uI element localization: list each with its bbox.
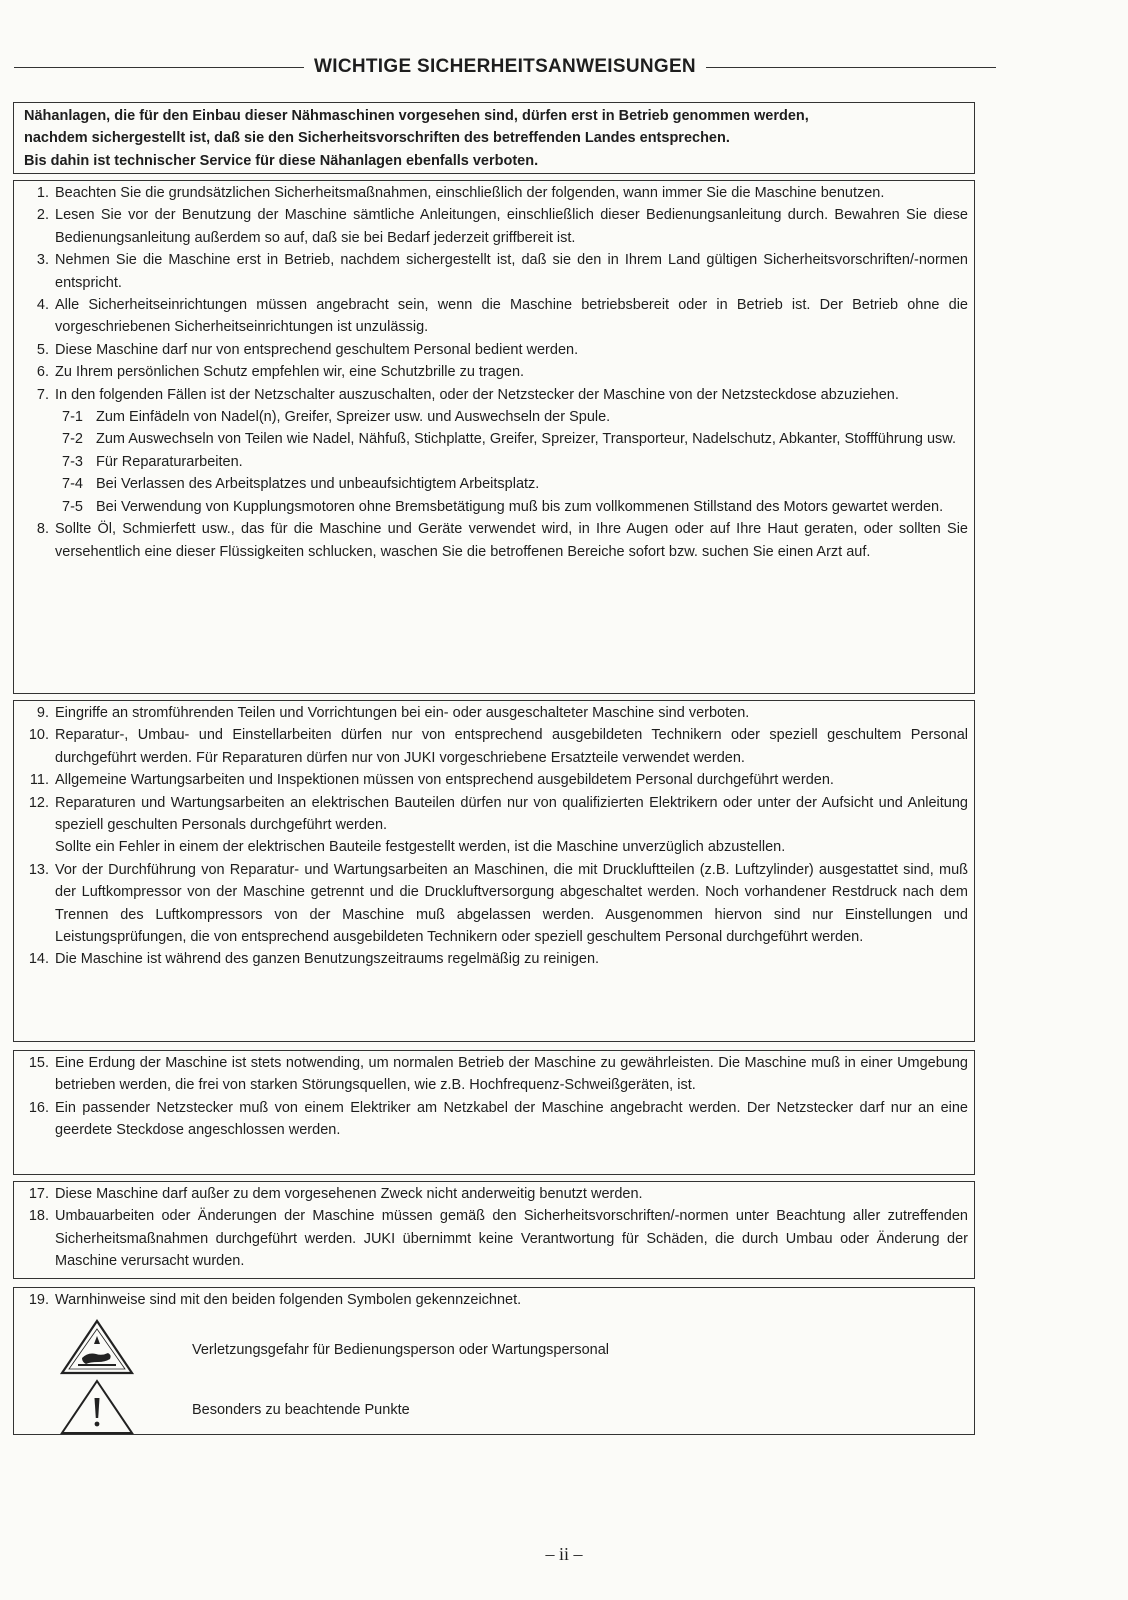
list-item [24,1097,968,1142]
sub-item-text: Zum Einfädeln von Nadel(n), Greifer, Spreizer usw. und Auswechseln der Spule. [96,409,611,426]
item-text: Reparaturen und Wartungsarbeiten an elektrischen Bauteilen dürfen nur von qualifizierten Elektrikern oder unter der Aufsicht und Anleitung speziell geschulten Personals durchgeführt werden. [55,794,968,834]
item-number: 5. [36,341,49,358]
list-item [24,769,968,791]
item-text: Diese Maschine darf außer zu dem vorgesehenen Zweck nicht anderweitig benutzt werden. [55,1186,643,1202]
sub-item-number: 7-5 [62,498,83,515]
warning-symbol-row [58,1318,609,1381]
list-item [24,859,968,949]
list-item [24,182,968,204]
section-usage [13,1181,975,1279]
item-text: In den folgenden Fällen ist der Netzschalter auszuschalten, oder der Netzstecker der Maschine von der Netzsteckdose abzuziehen. [55,386,899,403]
title-rule-right [706,67,996,68]
page-number: – ii – [545,1544,583,1564]
list-item [24,361,968,383]
item-number: 2. [36,207,49,224]
sub-item-text: Bei Verwendung von Kupplungsmotoren ohne Bremsbetätigung muß bis zum vollkommenen Stillstand des Motors gewartet werden. [96,498,944,515]
list-item [24,204,968,249]
sub-item-number: 7-1 [62,409,83,426]
item-text: Alle Sicherheitseinrichtungen müssen angebracht sein, wenn die Maschine betriebsbereit oder in Betrieb ist. Der Betrieb ohne die vorgeschriebenen Sicherheitseinrichtungen ist unzulässig. [55,297,968,336]
item-number: 18. [28,1208,49,1225]
item-number: 8. [36,521,49,538]
intro-line: Bis dahin ist technischer Service für diese Nähanlagen ebenfalls verboten. [24,152,539,169]
list-item [24,702,968,724]
sub-list-item [62,406,968,428]
item-number: 17. [28,1186,49,1202]
title-rule-left [14,67,304,68]
sub-item-text: Bei Verlassen des Arbeitsplatzes und unbeaufsichtigtem Arbeitsplatz. [96,476,540,493]
sub-item-text: Zum Auswechseln von Teilen wie Nadel, Nähfuß, Stichplatte, Greifer, Spreizer, Transporteur, Nadelschutz, Abkanter, Stoffführung usw. [96,431,956,448]
item-number: 13. [28,861,49,878]
item-number: 1. [36,185,49,201]
item-number: 9. [36,705,49,721]
sub-item-number: 7-4 [62,476,83,493]
intro-line: Nähanlagen, die für den Einbau dieser Nähmaschinen vorgesehen sind, dürfen erst in Betrieb genommen werden, [24,108,809,124]
item-number: 7. [36,386,49,403]
intro-line: nachdem sichergestellt ist, daß sie den Sicherheitsvorschriften des betreffenden Landes entsprechen. [24,130,730,147]
item-text: Diese Maschine darf nur von entsprechend geschultem Personal bedient werden. [55,341,579,358]
item-text: Reparatur-, Umbau- und Einstellarbeiten dürfen nur von entsprechend ausgebildeten Technikern oder speziell geschultem Personal durchgeführt werden. Für Reparaturen dürfen nur von JUKI vorgeschriebene Ersatzteile verwendet werden. [55,727,968,766]
intro-box [13,102,975,174]
item-text: Sollte Öl, Schmierfett usw., das für die Maschine und Geräte verwendet wird, in Ihre Augen oder auf Ihre Haut geraten, oder sollten Sie versehentlich eine dieser Flüssigkeiten schlucken, waschen Sie die betroffenen Bereiche sofort bzw. suchen Sie einen Arzt auf. [55,521,968,560]
item-number: 10. [28,727,49,744]
section-general-safety [13,180,975,694]
list-item [24,948,968,970]
list-item [24,294,968,339]
hand-injury-warning-icon [58,1318,136,1381]
list-item [24,518,968,563]
warning-symbol-label: Verletzungsgefahr für Bedienungsperson oder Wartungspersonal [192,1341,610,1358]
list-item [24,1205,968,1272]
list-item [24,249,968,294]
list-item [24,339,968,361]
item-text: Ein passender Netzstecker muß von einem Elektriker am Netzkabel der Maschine angebracht werden. Der Netzstecker darf nur an eine geerdete Steckdose angeschlossen werden. [55,1099,968,1139]
item-text: Allgemeine Wartungsarbeiten und Inspektionen müssen von entsprechend ausgebildetem Personal durchgeführt werden. [55,772,834,789]
item-text: Vor der Durchführung von Reparatur- und Wartungsarbeiten an Maschinen, die mit Druckluftteilen (z.B. Luftzylinder) ausgestattet sind, muß der Luftkompressor von der Maschine getrennt und die Druckluftversorgung abgeschaltet werden. Noch vorhandener Restdruck nach dem Trennen des Luftkompressors von der Maschine muß abgelassen werden. Ausgenommen hiervon sind nur Einstellungen und Leistungsprüfungen, die von entsprechend ausgebildeten Technikern oder speziell geschultem Personal durchgeführt werden. [55,861,968,946]
item-text: Eine Erdung der Maschine ist stets notwending, um normalen Betrieb der Maschine zu gewährleisten. Die Maschine muß in einer Umgebung betrieben werden, die frei von starken Störungsquellen, wie z.B. Hochfrequenz-Schweißgeräten, ist. [55,1055,968,1094]
item-text: Nehmen Sie die Maschine erst in Betrieb, nachdem sichergestellt ist, daß sie den in Ihrem Land gültigen Sicherheitsvorschriften/-normen entspricht. [55,252,968,291]
item-number: 14. [28,951,49,968]
sub-item-text: Für Reparaturarbeiten. [96,453,243,470]
item-text: Warnhinweise sind mit den beiden folgenden Symbolen gekennzeichnet. [55,1292,522,1308]
section-grounding [13,1050,975,1175]
list-item [24,1183,968,1205]
item-number: 15. [28,1055,49,1071]
list-item [24,1289,968,1311]
list-item [24,384,968,406]
item-number: 6. [36,364,49,381]
sub-list-item [62,496,968,518]
section-maintenance [13,700,975,1042]
sub-list-item [62,473,968,495]
item-text: Umbauarbeiten oder Änderungen der Maschine müssen gemäß den Sicherheitsvorschriften/-normen unter Beachtung aller zutreffenden Sicherheitsmaßnahmen durchgeführt werden. JUKI übernimmt keine Verantwortung für Schäden, die durch Umbau oder Änderung der Maschine verursacht wurden. [55,1208,968,1270]
item-number: 3. [36,252,49,269]
sub-item-number: 7-2 [62,431,83,448]
list-item [24,724,968,769]
item-number: 4. [36,297,49,314]
sub-list-item [62,451,968,473]
item-number: 16. [28,1099,49,1116]
list-item [24,792,968,837]
item-text: Eingriffe an stromführenden Teilen und Vorrichtungen bei ein- oder ausgeschalteter Maschine sind verboten. [55,705,750,721]
item-text: Zu Ihrem persönlichen Schutz empfehlen wir, eine Schutzbrille zu tragen. [55,364,525,381]
sub-item-number: 7-3 [62,453,83,470]
title-row [14,56,996,78]
item-number: 12. [28,794,49,811]
page-title: WICHTIGE SICHERHEITSANWEISUNGEN [314,56,696,77]
list-item [24,1052,968,1097]
exclamation-warning-icon [58,1378,136,1441]
item-continuation: Sollte ein Fehler in einem der elektrischen Bauteile festgestellt werden, ist die Maschine unverzüglich abzustellen. [55,839,786,856]
warning-symbol-label: Besonders zu beachtende Punkte [192,1401,410,1418]
item-number: 11. [29,772,49,789]
sub-list-item [62,428,968,450]
item-number: 19. [28,1292,49,1308]
item-text: Die Maschine ist während des ganzen Benutzungszeitraums regelmäßig zu reinigen. [55,951,600,968]
item-text: Lesen Sie vor der Benutzung der Maschine sämtliche Anleitungen, einschließlich dieser Bedienungsanleitung durch. Bewahren Sie diese Bedienungsanleitung außerdem so auf, daß sie bei Bedarf jederzeit griffbereit ist. [55,207,968,246]
item-text: Beachten Sie die grundsätzlichen Sicherheitsmaßnahmen, einschließlich der folgenden, wann immer Sie die Maschine benutzen. [55,185,885,201]
warning-symbol-row [58,1378,410,1441]
